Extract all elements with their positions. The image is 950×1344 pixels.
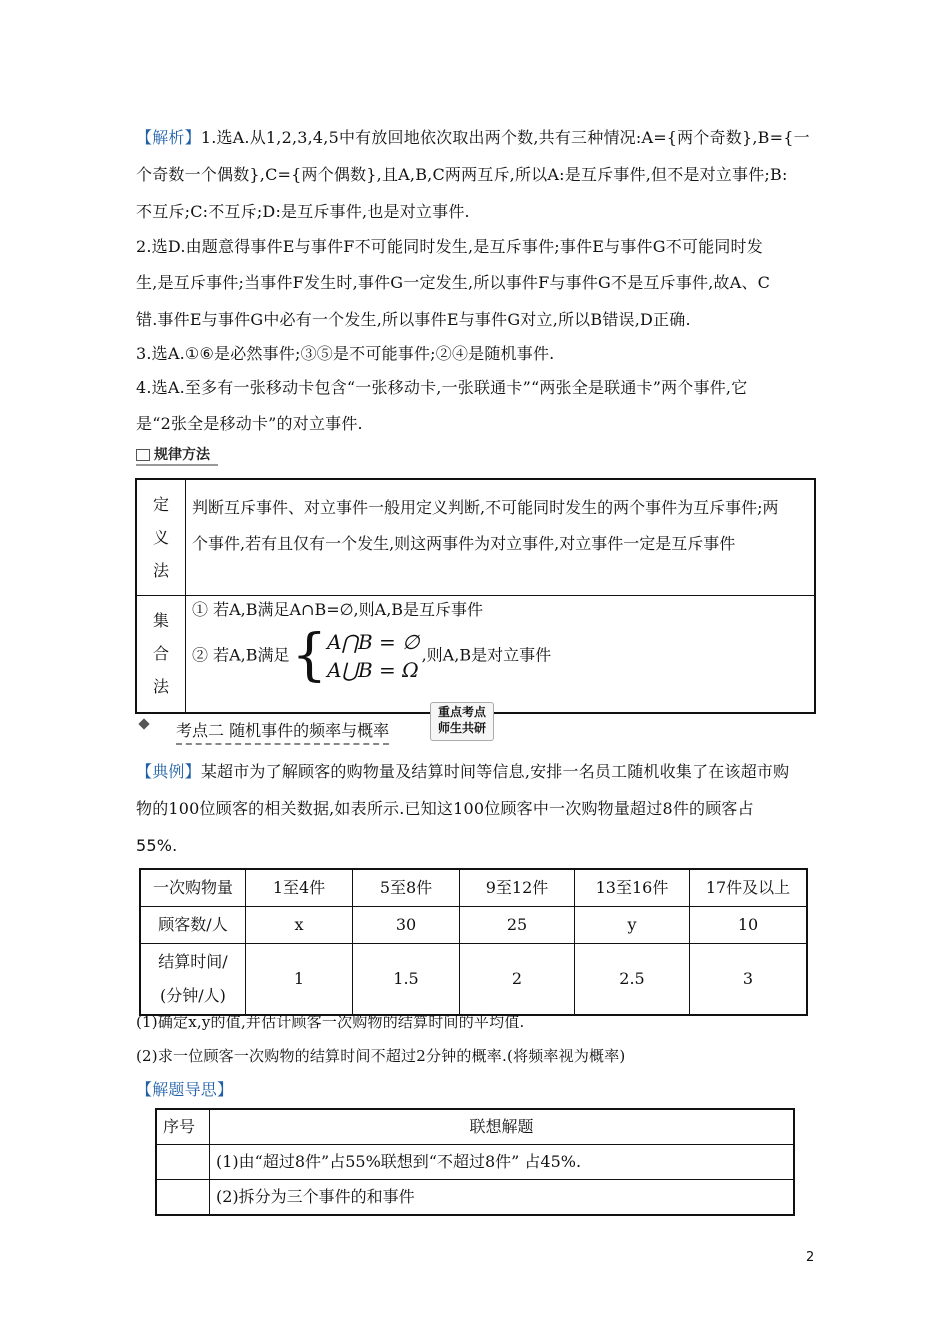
method-content-definition: 判断互斥事件、对立事件一般用定义判断,不可能同时发生的两个事件为互斥事件;两 个事件,若有且仅有一个发生,则这两事件为对立事件,对立事件一定是互斥事件 xyxy=(186,479,816,596)
equation-intersection: A⋂B = ∅ xyxy=(327,630,420,654)
table-row: 一次购物量 1至4件 5至8件 9至12件 13至16件 17件及以上 xyxy=(140,869,807,907)
example-line-2: 物的100位顾客的相关数据,如表所示.已知这100位顾客中一次购物量超过8件的顾客占 xyxy=(136,799,754,818)
table-row: (1)由“超过8件”占55%联想到“不超过8件” 占45%. xyxy=(156,1145,794,1180)
method-content-set: ① 若A,B满足A∩B=∅,则A,B是互斥事件 ② 若A,B满足 { A⋂B = ∅ A⋃B = Ω ,则A,B是对立事件 xyxy=(186,596,816,714)
brace-system xyxy=(291,623,420,688)
method-row-definition xyxy=(136,479,815,596)
method-heading: 规律方法 xyxy=(136,444,218,466)
shopping-data-table xyxy=(139,868,808,1016)
example-label: 【典例】 xyxy=(136,762,201,781)
table-row: 序号 联想解题 xyxy=(156,1109,794,1145)
question-1: (1)确定x,y的值,并估计顾客一次购物的结算时间的平均值. xyxy=(136,1013,525,1031)
analysis-line-7: 3.选A.①⑥是必然事件;③⑤是不可能事件;②④是随机事件. xyxy=(136,344,555,363)
question-2: (2)求一位顾客一次购物的结算时间不超过2分钟的概率.(将频率视为概率) xyxy=(136,1047,626,1065)
analysis-line-1: 【解析】1.选A.从1,2,3,4,5中有放回地依次取出两个数,共有三种情况:A={两个奇数},B={一 xyxy=(136,128,810,147)
equation-union: A⋃B = Ω xyxy=(327,658,419,682)
section-title: 考点二 随机事件的频率与概率 xyxy=(176,718,389,745)
analysis-label: 【解析】 xyxy=(136,128,201,147)
table-row: 结算时间/ (分钟/人) 1 1.5 2 2.5 3 xyxy=(140,944,807,1016)
method-set-item2: ② 若A,B满足 { A⋂B = ∅ A⋃B = Ω ,则A,B是对立事件 xyxy=(192,623,552,688)
analysis-line-8: 4.选A.至多有一张移动卡包含“一张移动卡,一张联通卡”“两张全是联通卡”两个事件,它 xyxy=(136,378,748,397)
section-heading xyxy=(140,700,500,740)
method-label-definition: 定 义 法 xyxy=(136,479,186,596)
analysis-line-5: 生,是互斥事件;当事件F发生时,事件G一定发生,所以事件F与事件G不是互斥事件,故A、C xyxy=(136,273,771,292)
guide-table xyxy=(155,1108,795,1216)
analysis-line-3: 不互斥;C:不互斥;D:是互斥事件,也是对立事件. xyxy=(136,202,470,221)
method-label-set: 集 合 法 xyxy=(136,596,186,714)
example-line-1: 【典例】某超市为了解顾客的购物量及结算时间等信息,安排一名员工随机收集了在该超市购 xyxy=(136,762,790,781)
diamond-icon xyxy=(138,718,149,729)
analysis-line-4: 2.选D.由题意得事件E与事件F不可能同时发生,是互斥事件;事件E与事件G不可能同时发 xyxy=(136,237,763,256)
guide-label: 【解题导思】 xyxy=(136,1080,234,1099)
table-row: (2)拆分为三个事件的和事件 xyxy=(156,1180,794,1216)
method-row-set xyxy=(136,596,815,714)
brace-symbol: { xyxy=(291,623,328,688)
analysis-line-6: 错.事件E与事件G中必有一个发生,所以事件E与事件G对立,所以B错误,D正确. xyxy=(136,310,691,329)
method-table xyxy=(135,478,816,714)
section-badge: 重点考点 师生共研 xyxy=(430,702,494,741)
analysis-line-2: 个奇数一个偶数},C={两个偶数},且A,B,C两两互斥,所以A:是互斥事件,但不是对立事件;B: xyxy=(136,165,788,184)
example-line-3: 55%. xyxy=(136,836,178,855)
analysis-line-9: 是“2张全是移动卡”的对立事件. xyxy=(136,414,363,433)
method-icon xyxy=(136,449,150,461)
page-number: 2 xyxy=(806,1250,815,1265)
table-row: 顾客数/人 x 30 25 y 10 xyxy=(140,907,807,944)
